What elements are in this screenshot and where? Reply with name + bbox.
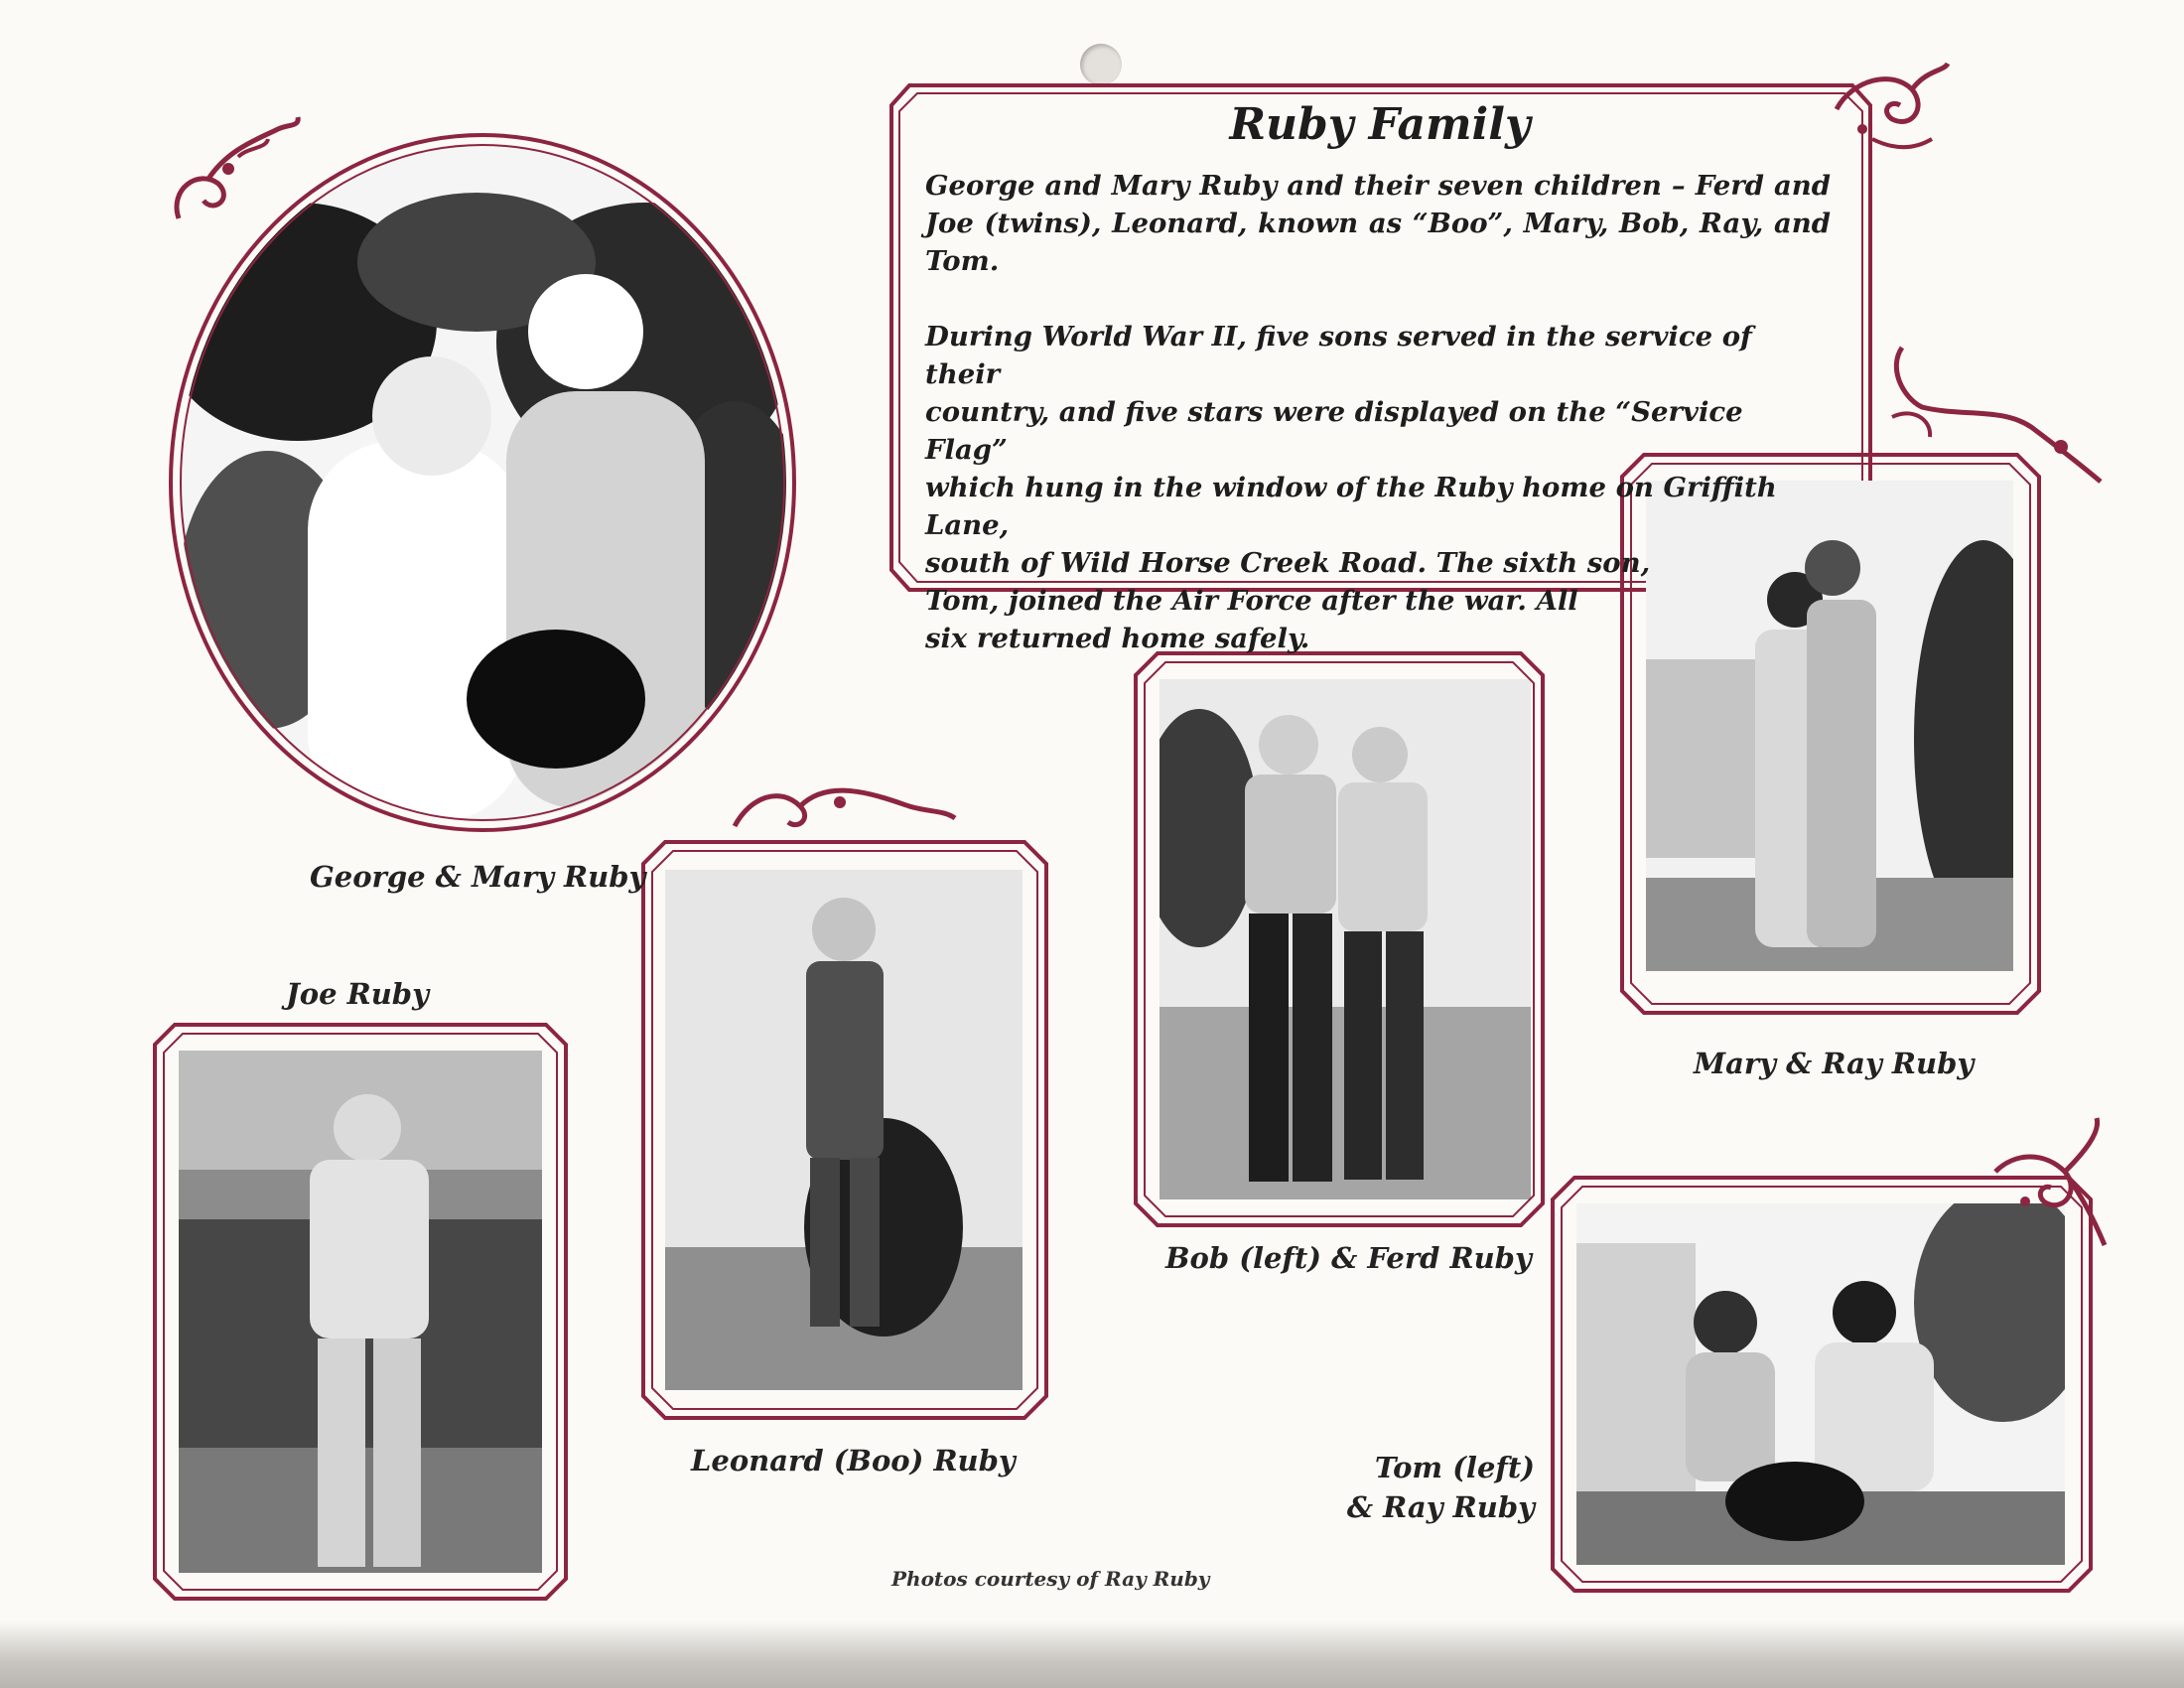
caption-bob-ferd: Bob (left) & Ferd Ruby (1165, 1241, 1532, 1275)
joe-frame (153, 1023, 568, 1601)
story-line: Tom, joined the Air Force after the war. All (925, 585, 1578, 617)
story-paragraph-2 (925, 318, 1831, 657)
caption-george-mary: George & Mary Ruby (310, 860, 646, 894)
caption-joe: Joe Ruby (286, 977, 429, 1011)
scroll-ornament-bottom-right (1985, 1112, 2124, 1251)
caption-tom-ray (1291, 1448, 1535, 1527)
story-line: country, and five stars were displayed on the “Service Flag” (925, 396, 1743, 466)
oval-frame (167, 131, 798, 834)
story-line: six returned home safely. (925, 623, 1310, 654)
scroll-ornament-right (1882, 338, 2111, 496)
page-title: Ruby Family (1229, 99, 1531, 150)
leonard-frame (641, 840, 1048, 1420)
story-text (925, 167, 1831, 695)
story-line: south of Wild Horse Creek Road. The sixth son, (925, 547, 1651, 579)
photo-credit: Photos courtesy of Ray Ruby (891, 1567, 1210, 1591)
caption-tom-ray-line-2: & Ray Ruby (1346, 1490, 1535, 1524)
story-line: During World War II, five sons served in the service of their (925, 321, 1752, 390)
story-paragraph-1: George and Mary Ruby and their seven children – Ferd and Joe (twins), Leonard, known as “Boo”, Mary, Bob, Ray, and Tom. (925, 170, 1831, 277)
story-line: which hung in the window of the Ruby home on Griffith Lane, (925, 472, 1777, 541)
caption-leonard: Leonard (Boo) Ruby (691, 1444, 1016, 1477)
scroll-ornament-middle (731, 767, 959, 836)
scroll-ornament-top-right (1833, 60, 1952, 159)
bob-ferd-frame (1134, 651, 1545, 1227)
page-bottom-shadow (0, 1620, 2184, 1688)
scroll-ornament-top-left (169, 109, 308, 228)
binder-punch-hole (1080, 44, 1122, 85)
caption-mary-ray: Mary & Ray Ruby (1694, 1047, 1975, 1080)
caption-tom-ray-line-1: Tom (left) (1374, 1451, 1535, 1484)
